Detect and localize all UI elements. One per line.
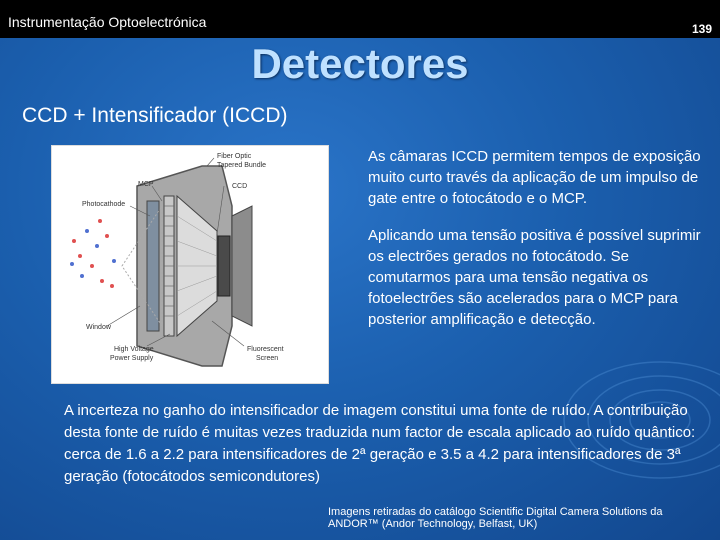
svg-text:High Voltage: High Voltage [114, 346, 154, 353]
right-paragraph-2: Aplicando uma tensão positiva é possível suprimir os electrões gerados no fotocátodo. Se comutarmos para uma tensão negativa os fotoelectrões são acelerados para o MCP para posterior amplificação e detecção. [368, 227, 701, 328]
right-text-block [368, 146, 703, 346]
iccd-diagram [51, 145, 329, 384]
bottom-paragraph: A incerteza no ganho do intensificador de imagem constitui uma fonte de ruído. A contribuição desta fonte de ruído é muitas vezes traduzida num factor de escala aplicado ao ruído quântico: cerca de 1.6 a 2.2 para intensificadores de 2ª geração e 3.5 a 4.2 para intensificadores de 3ª geração (fotocátodos semicondutores) [64, 402, 696, 485]
footnote: Imagens retiradas do catálogo Scientific Digital Camera Solutions da ANDOR™ (Andor Technology, Belfast, UK) [328, 506, 663, 530]
svg-text:Fiber Optic: Fiber Optic [217, 153, 252, 160]
svg-text:Fluorescent: Fluorescent [247, 346, 284, 353]
svg-text:CCD: CCD [232, 183, 248, 190]
header-bar [0, 0, 720, 38]
svg-text:MCP: MCP [138, 181, 154, 188]
svg-text:Window: Window [86, 324, 111, 331]
slide-subtitle: CCD + Intensificador (ICCD) [22, 104, 288, 127]
page-number: 139 [691, 22, 712, 36]
svg-text:Power Supply: Power Supply [110, 355, 154, 362]
svg-text:Photocathode: Photocathode [82, 201, 126, 208]
photon-dots [70, 219, 116, 288]
header-title: Instrumentação Optoelectrónica [8, 14, 207, 30]
svg-text:Screen: Screen [256, 355, 279, 362]
svg-text:Tapered Bundle: Tapered Bundle [217, 162, 267, 169]
right-paragraph-1: As câmaras ICCD permitem tempos de exposição muito curto través da aplicação de um impulso de gate entre o fotocátodo e o MCP. [368, 148, 701, 207]
slide-title: Detectores [251, 40, 469, 87]
